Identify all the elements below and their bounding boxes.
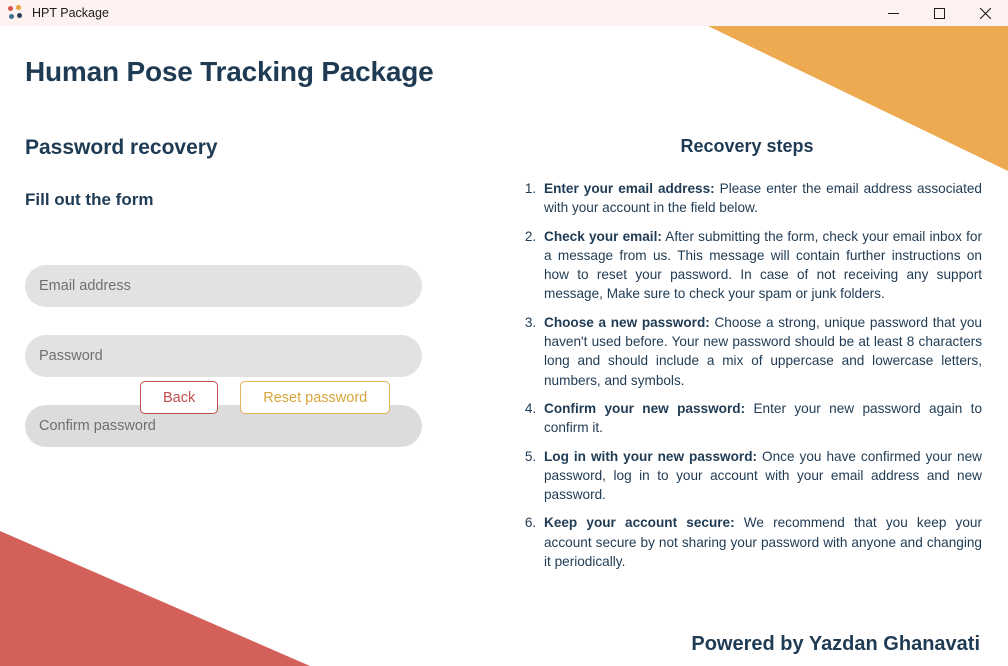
step-text: Please enter the email address associated with your account in the field below. — [544, 181, 982, 216]
section-title: Password recovery — [25, 136, 218, 159]
list-item — [540, 399, 982, 438]
step-text: Once you have confirmed your new password, log in to your account with your email address and new password. — [544, 448, 982, 503]
reset-password-button[interactable]: Reset password — [240, 381, 390, 414]
step-lead: Enter your email address: — [544, 181, 715, 196]
recovery-steps-panel — [512, 136, 982, 580]
recovery-steps-title: Recovery steps — [680, 136, 814, 156]
app-dots-icon — [8, 5, 24, 21]
page-content — [0, 26, 1008, 666]
list-item — [540, 313, 982, 390]
step-text: Choose a strong, unique password that you haven't used before. Your new password should be at least 8 characters long and should include a mix of uppercase and lowercase letters, numbers, and symbols. — [544, 314, 982, 388]
page-title: Human Pose Tracking Package — [25, 56, 434, 87]
step-lead: Confirm your new password: — [544, 400, 746, 416]
form-subtitle: Fill out the form — [25, 190, 154, 209]
window-title: HPT Package — [32, 6, 109, 20]
step-lead: Log in with your new password: — [544, 448, 758, 464]
title-bar — [0, 0, 1008, 26]
list-item — [540, 179, 982, 218]
step-lead: Choose a new password: — [544, 314, 710, 330]
form-actions — [140, 381, 390, 414]
list-item — [540, 513, 982, 571]
recovery-form-panel — [25, 136, 465, 475]
list-item — [540, 447, 982, 505]
step-text: After submitting the form, check your email inbox for a message from us. This message will contain further instructions on how to reset your password. In case of not receiving any support message, Make sure to check your spam or junk folders. — [544, 228, 982, 302]
list-item — [540, 227, 982, 304]
step-text: We recommend that you keep your account secure by not sharing your password with anyone and changing it periodically. — [544, 515, 982, 570]
password-field[interactable] — [25, 335, 422, 377]
recovery-steps-list — [512, 179, 982, 571]
step-lead: Check your email: — [544, 228, 662, 244]
email-field[interactable] — [25, 265, 422, 307]
maximize-icon[interactable] — [916, 0, 962, 26]
minimize-icon[interactable] — [870, 0, 916, 26]
back-button[interactable]: Back — [140, 381, 218, 414]
close-icon[interactable] — [962, 0, 1008, 26]
powered-by-label: Powered by Yazdan Ghanavati — [691, 633, 980, 655]
step-text: Enter your new password again to confirm it. — [544, 400, 983, 436]
step-lead: Keep your account secure: — [544, 515, 735, 531]
window-controls — [870, 0, 1008, 26]
